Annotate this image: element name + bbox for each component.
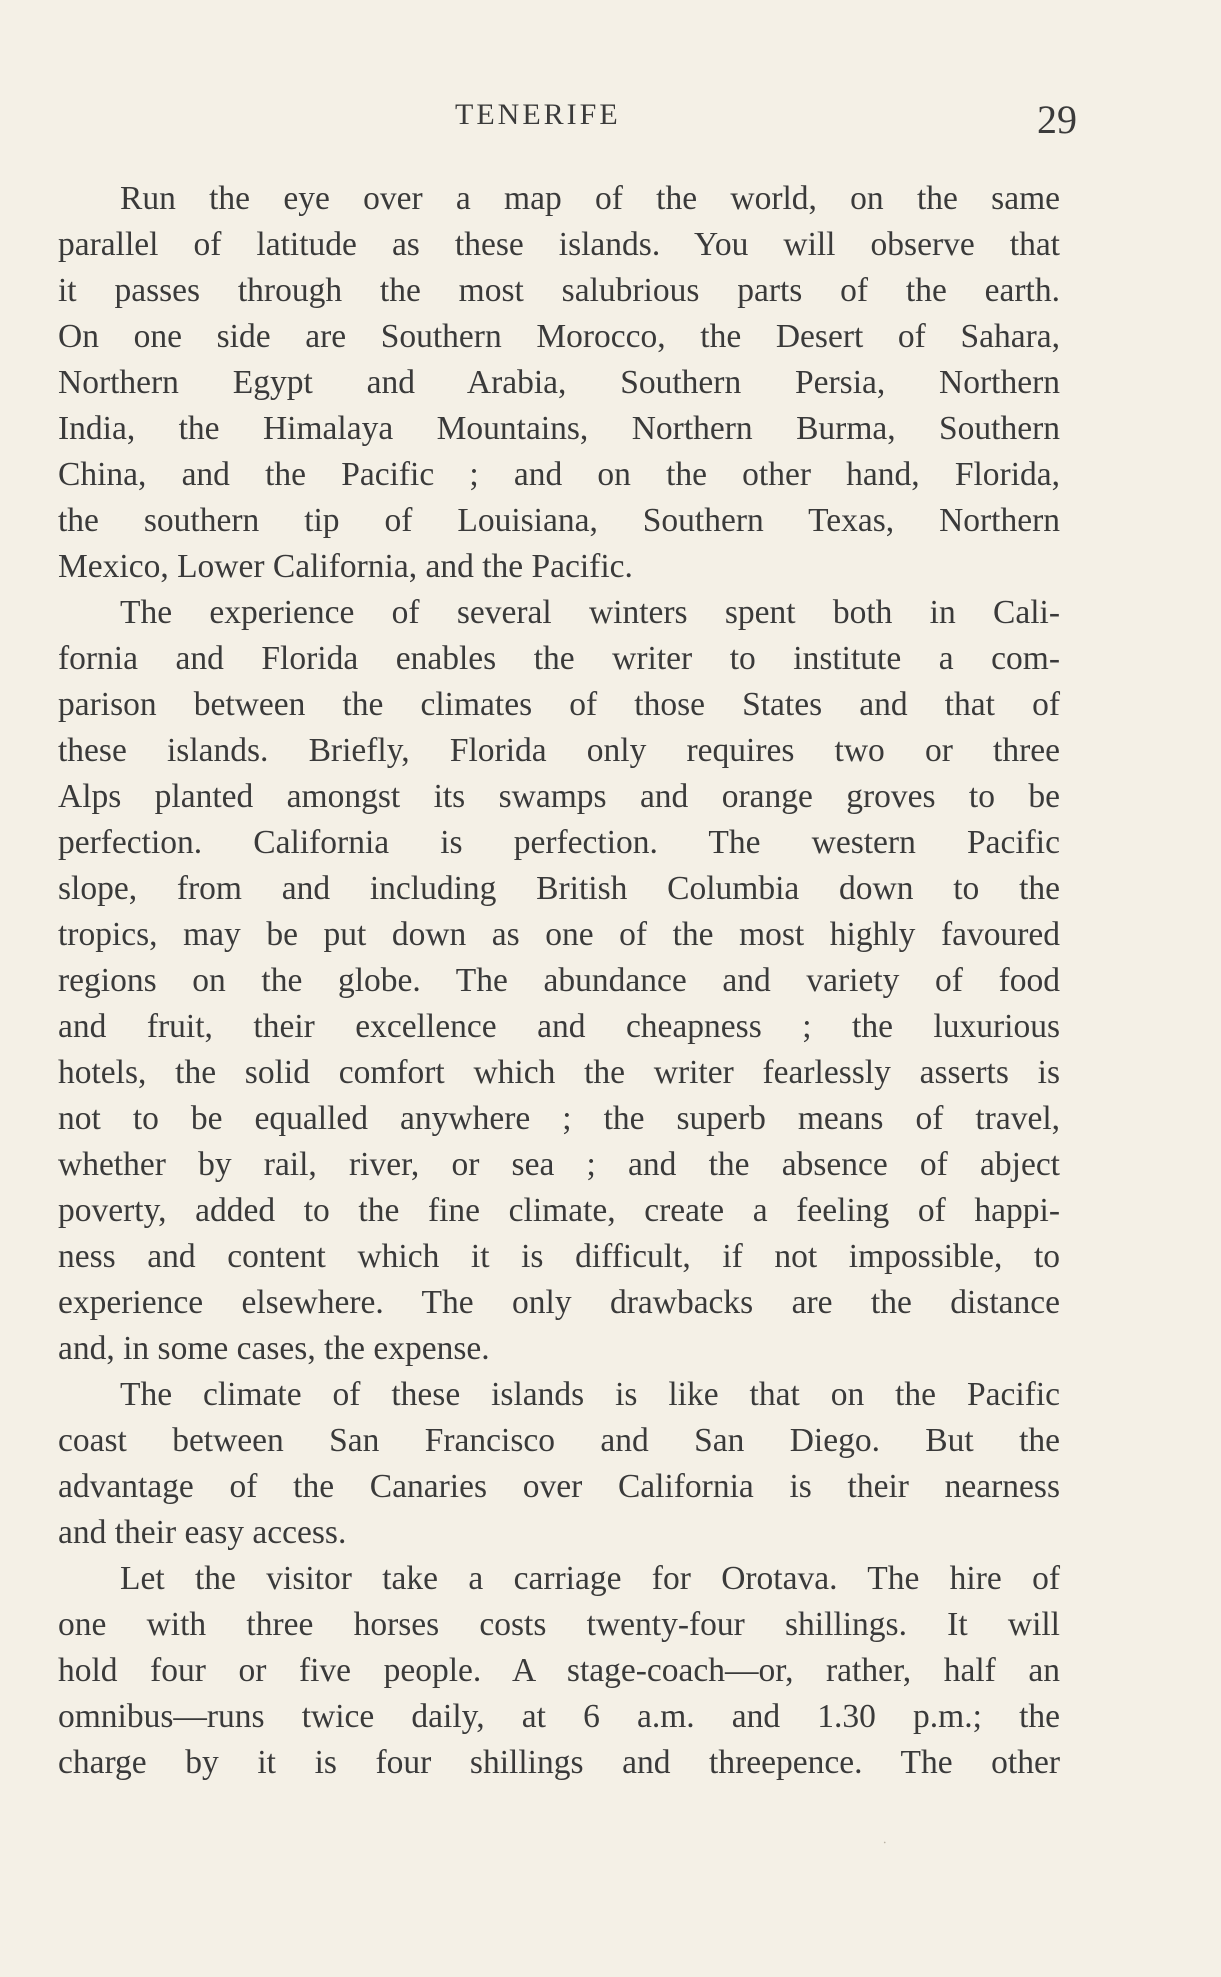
running-head <box>0 98 1221 142</box>
text-line: On one side are Southern Morocco, the Desert of Sahara, <box>58 318 1060 355</box>
paper-smudge: · <box>880 1835 890 1852</box>
text-line: not to be equalled anywhere ; the superb means of travel, <box>58 1100 1060 1137</box>
text-line: these islands. Briefly, Florida only requires two or three <box>58 732 1060 769</box>
text-line: parallel of latitude as these islands. You will observe that <box>58 226 1060 263</box>
text-line: it passes through the most salubrious parts of the earth. <box>58 272 1060 309</box>
text-line: tropics, may be put down as one of the most highly favoured <box>58 916 1060 953</box>
text-line: China, and the Pacific ; and on the other hand, Florida, <box>58 456 1060 493</box>
text-line: parison between the climates of those States and that of <box>58 686 1060 723</box>
text-line: slope, from and including British Columbia down to the <box>58 870 1060 907</box>
text-line: Run the eye over a map of the world, on the same <box>120 180 1060 217</box>
text-line: and their easy access. <box>58 1514 347 1551</box>
text-line: India, the Himalaya Mountains, Northern Burma, Southern <box>58 410 1060 447</box>
text-line: coast between San Francisco and San Diego. But the <box>58 1422 1060 1459</box>
text-line: ness and content which it is difficult, if not impossible, to <box>58 1238 1060 1275</box>
text-line: regions on the globe. The abundance and variety of food <box>58 962 1060 999</box>
text-line: charge by it is four shillings and threepence. The other <box>58 1744 1060 1781</box>
text-line: poverty, added to the fine climate, create a feeling of happi- <box>58 1192 1060 1229</box>
text-line: The climate of these islands is like that on the Pacific <box>120 1376 1060 1413</box>
text-line: whether by rail, river, or sea ; and the absence of abject <box>58 1146 1060 1183</box>
text-line: the southern tip of Louisiana, Southern Texas, Northern <box>58 502 1060 539</box>
text-line: advantage of the Canaries over California is their nearness <box>58 1468 1060 1505</box>
text-line: fornia and Florida enables the writer to institute a com- <box>58 640 1060 677</box>
body-text <box>58 176 1060 1786</box>
text-line: hold four or five people. A stage-coach—or, rather, half an <box>58 1652 1060 1689</box>
text-line: Let the visitor take a carriage for Orotava. The hire of <box>120 1560 1060 1597</box>
text-line: Alps planted amongst its swamps and orange groves to be <box>58 778 1060 815</box>
text-line: and, in some cases, the expense. <box>58 1330 490 1367</box>
text-line: and fruit, their excellence and cheapness ; the luxurious <box>58 1008 1060 1045</box>
text-line: omnibus—runs twice daily, at 6 a.m. and 1.30 p.m.; the <box>58 1698 1060 1735</box>
running-title: TENERIFE <box>455 98 621 131</box>
text-line: perfection. California is perfection. The western Pacific <box>58 824 1060 861</box>
text-line: Northern Egypt and Arabia, Southern Persia, Northern <box>58 364 1060 401</box>
page-number: 29 <box>1037 97 1077 142</box>
text-line: one with three horses costs twenty-four shillings. It will <box>58 1606 1060 1643</box>
text-line: experience elsewhere. The only drawbacks are the distance <box>58 1284 1060 1321</box>
text-line: The experience of several winters spent both in Cali- <box>120 594 1060 631</box>
text-line: hotels, the solid comfort which the writer fearlessly asserts is <box>58 1054 1060 1091</box>
text-line: Mexico, Lower California, and the Pacific. <box>58 548 633 585</box>
